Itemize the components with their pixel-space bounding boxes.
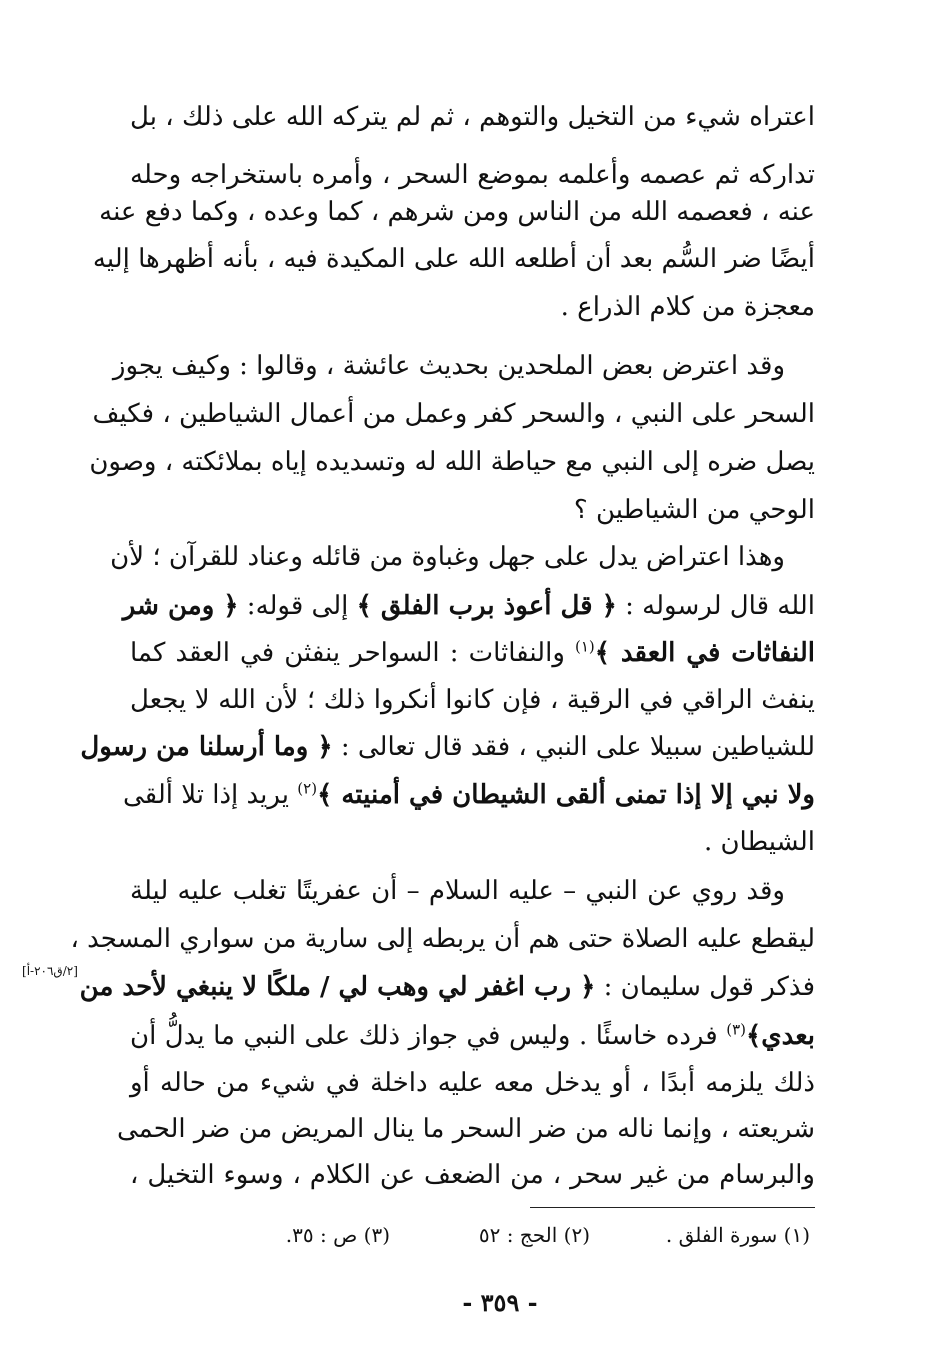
- text-line: الوحي من الشياطين ؟: [573, 495, 815, 525]
- text-line: معجزة من كلام الذراع .: [560, 292, 815, 322]
- text-line: وهذا اعتراض يدل على جهل وغباوة من قائله وعناد للقرآن ؛ لأن: [110, 542, 785, 572]
- text-line: عنه ، فعصمه الله من الناس ومن شرهم ، كما وعده ، وكما دفع عنه: [99, 197, 815, 227]
- footnote-ref: (٢): [297, 779, 318, 798]
- quran-quote: ولا نبي إلا إذا تمنى ألقى الشيطان في أمنيته ﴾: [317, 780, 815, 810]
- text-line: وقد روي عن النبي – عليه السلام – أن عفريتًا تغلب عليه ليلة: [130, 876, 785, 906]
- text-line: ذلك يلزمه أبدًا ، أو يدخل معه عليه داخلة في شيء من حاله أو: [130, 1068, 815, 1098]
- text-line: أيضًا ضر السُّم بعد أن أطلعه الله على المكيدة فيه ، بأنه أظهرها إليه: [92, 244, 815, 274]
- text-line: وقد اعترض بعض الملحدين بحديث عائشة ، وقالوا : وكيف يجوز: [112, 351, 785, 381]
- text-line: والبرسام من غير سحر ، من الضعف عن الكلام ، وسوء التخيل ،: [130, 1160, 815, 1190]
- text-line: بعدي﴾$^{(٣)}$ فرده خاسئًا . وليس في جواز ذلك على النبي ما يدلُّ أن: [130, 1020, 815, 1051]
- text-line: الشيطان .: [703, 827, 815, 857]
- quran-quote: النفاثات في العقد ﴾: [594, 638, 815, 668]
- text-line: الله قال لرسوله : ﴿ قل أعوذ برب الفلق ﴾ إلى قوله: ﴿ ومن شر: [122, 591, 815, 621]
- manuscript-folio-note: [٢/ق٢٠٦-أ]: [22, 964, 78, 978]
- quran-quote: ﴿ رب اغفر لي وهب لي / ملكًا لا ينبغي لأحد من: [79, 972, 596, 1002]
- text-line: النفاثات في العقد ﴾$^{(١)}$ والنفاثات : السواحر ينفثن في العقد كما: [130, 637, 815, 668]
- footnote-2: (٢) الحج : ٥٢: [478, 1223, 590, 1247]
- text-line: للشياطين سبيلا على النبي ، فقد قال تعالى : ﴿ وما أرسلنا من رسول: [80, 732, 815, 762]
- text-line: تداركه ثم عصمه وأعلمه بموضع السحر ، وأمره باستخراجه وحله: [130, 160, 816, 190]
- footnote-ref: (١): [575, 637, 595, 656]
- footnote-ref: (٣): [726, 1020, 746, 1039]
- quran-quote: ﴿ قل أعوذ برب الفلق ﴾: [356, 591, 617, 621]
- text-line: ليقطع عليه الصلاة حتى هم أن يربطه إلى سارية من سواري المسجد ،: [70, 924, 815, 954]
- footnote-3: (٣) ص : ٣٥.: [285, 1223, 390, 1247]
- quran-quote: بعدي﴾: [745, 1021, 815, 1051]
- text-line: اعتراه شيء من التخيل والتوهم ، ثم لم يتركه الله على ذلك ، بل: [130, 102, 815, 132]
- text-line: فذكر قول سليمان : ﴿ رب اغفر لي وهب لي / ملكًا لا ينبغي لأحد من: [79, 972, 815, 1002]
- footnote-1: (١) سورة الفلق .: [665, 1223, 810, 1247]
- text-line: ينفث الراقي في الرقية ، فإن كانوا أنكروا ذلك ؛ لأن الله لا يجعل: [130, 685, 815, 715]
- page-number: - ٣٥٩ -: [462, 1288, 538, 1317]
- quran-quote: ﴿ ومن شر: [122, 591, 239, 621]
- text-line: شريعته ، وإنما ناله من ضر السحر ما ينال المريض من ضر الحمى: [117, 1114, 815, 1144]
- text-line: يصل ضره إلى النبي مع حياطة الله له وتسديده إياه بملائكته ، وصون: [89, 447, 815, 477]
- quran-quote: ﴿ وما أرسلنا من رسول: [80, 732, 333, 762]
- text-line: السحر على النبي ، والسحر كفر وعمل من أعمال الشياطين ، فكيف: [92, 399, 815, 429]
- footnote-separator: [530, 1207, 815, 1208]
- text-line: ولا نبي إلا إذا تمنى ألقى الشيطان في أمنيته ﴾$^{(٢)}$ يريد إذا تلا ألقى: [123, 779, 815, 810]
